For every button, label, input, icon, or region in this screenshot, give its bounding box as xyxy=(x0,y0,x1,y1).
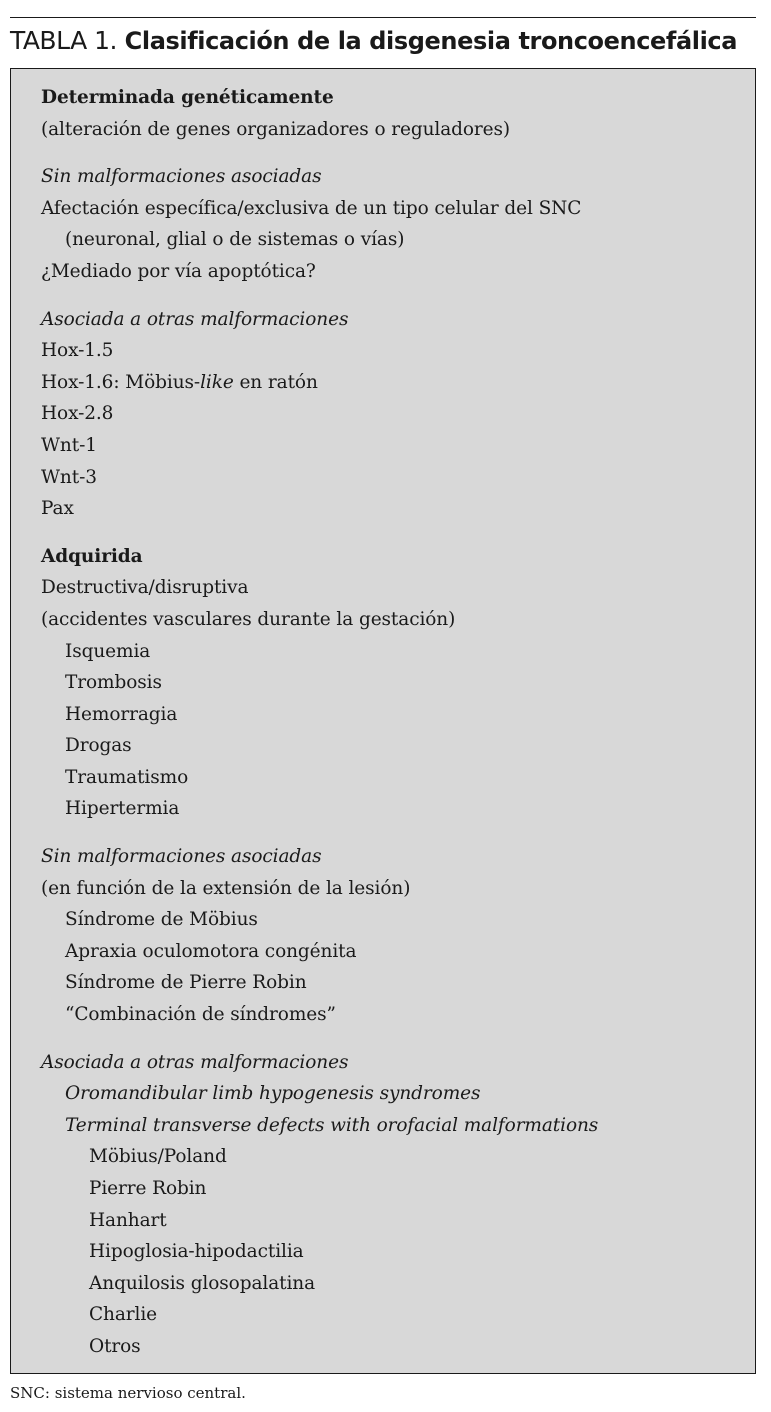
top-rule xyxy=(10,17,756,18)
classification-box xyxy=(10,68,756,1374)
gene-hox-1-6-prefix: Hox-1.6: Möbius- xyxy=(41,371,201,393)
acquired-no-malf-heading: Sin malformaciones asociadas xyxy=(41,846,322,868)
cause-item: Hemorragia xyxy=(65,703,178,725)
cause-item: Traumatismo xyxy=(65,766,189,788)
section-heading-acquired: Adquirida xyxy=(41,545,143,567)
table-title xyxy=(10,24,766,58)
genetic-no-malf-line3: ¿Mediado por vía apoptótica? xyxy=(41,260,316,282)
gene-hox-2-8: Hox-2.8 xyxy=(41,403,114,425)
acquired-with-malf-sub1: Oromandibular limb hypogenesis syndromes xyxy=(65,1083,481,1105)
genetic-subheading: (alteración de genes organizadores o reguladores) xyxy=(41,118,511,140)
defect-item: Anquilosis glosopalatina xyxy=(89,1272,316,1294)
gene-wnt-3: Wnt-3 xyxy=(41,466,97,488)
acquired-with-malf-sub2: Terminal transverse defects with orofacial malformations xyxy=(65,1114,599,1136)
syndrome-item: “Combinación de síndromes” xyxy=(65,1004,336,1026)
genetic-with-malf-heading: Asociada a otras malformaciones xyxy=(41,308,349,330)
cause-item: Drogas xyxy=(65,735,132,757)
acquired-with-malf-heading: Asociada a otras malformaciones xyxy=(41,1051,349,1073)
table-label: TABLA 1. xyxy=(10,26,117,55)
defect-item: Pierre Robin xyxy=(89,1178,207,1199)
defect-item: Otros xyxy=(89,1335,141,1357)
acquired-line2: (accidentes vasculares durante la gestación) xyxy=(41,608,456,630)
table-title-text: Clasificación de la disgenesia troncoencefálica xyxy=(124,27,738,55)
genetic-no-malf-line1: Afectación específica/exclusiva de un tipo celular del SNC xyxy=(41,197,582,219)
section-heading-genetic: Determinada genéticamente xyxy=(41,87,334,108)
cause-item: Trombosis xyxy=(65,672,162,694)
gene-hox-1-5: Hox-1.5 xyxy=(41,340,114,362)
gene-pax: Pax xyxy=(41,498,74,520)
genetic-no-malf-heading: Sin malformaciones asociadas xyxy=(41,166,322,188)
acquired-no-malf-sub: (en función de la extensión de la lesión) xyxy=(41,877,411,899)
defect-item: Hipoglosia-hipodactilia xyxy=(89,1241,304,1263)
gene-hox-1-6 xyxy=(41,367,755,399)
syndrome-item: Síndrome de Möbius xyxy=(65,909,258,931)
footnote: SNC: sistema nervioso central. xyxy=(10,1384,246,1402)
gene-hox-1-6-like: like xyxy=(200,371,234,393)
cause-item: Hipertermia xyxy=(65,798,180,820)
syndrome-item: Apraxia oculomotora congénita xyxy=(65,940,357,962)
acquired-line1: Destructiva/disruptiva xyxy=(41,577,249,599)
syndrome-item: Síndrome de Pierre Robin xyxy=(65,972,307,994)
cause-item: Isquemia xyxy=(65,640,151,662)
defect-item: Möbius/Poland xyxy=(89,1146,227,1168)
gene-hox-1-6-suffix: en ratón xyxy=(233,371,318,393)
genetic-no-malf-line2: (neuronal, glial o de sistemas o vías) xyxy=(65,229,405,251)
gene-wnt-1: Wnt-1 xyxy=(41,434,97,456)
defect-item: Hanhart xyxy=(89,1209,167,1231)
defect-item: Charlie xyxy=(89,1304,158,1326)
